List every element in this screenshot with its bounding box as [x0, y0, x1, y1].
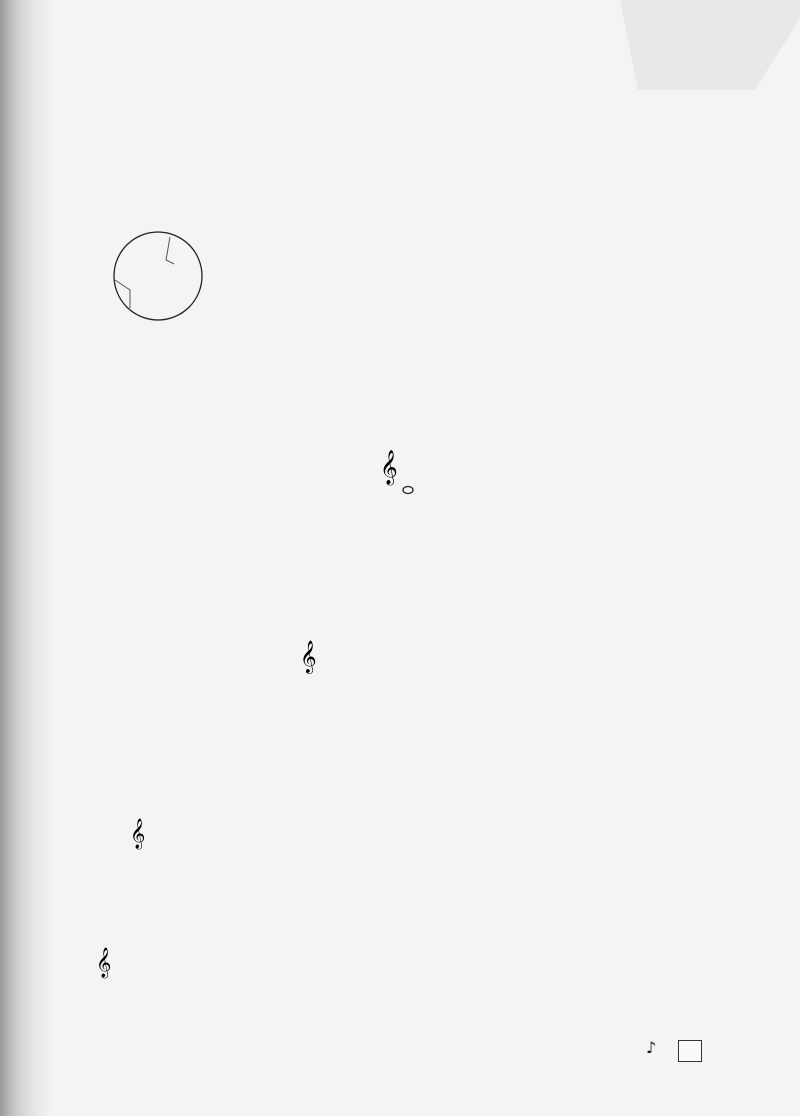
page-number [678, 1040, 702, 1062]
staff-lines-diagram [240, 432, 630, 517]
note-circle [114, 232, 202, 320]
scale-staff [240, 630, 660, 702]
treble-clef-icon: 𝄞 [300, 640, 317, 673]
treble-clef-icon: 𝄞 [130, 819, 146, 849]
note-circle-diagram [100, 220, 220, 335]
book-page [60, 0, 800, 1116]
treble-clef-icon: 𝄞 [380, 450, 398, 485]
treble-clef-icon: 𝄞 [96, 948, 112, 978]
guitar-range-staff [90, 905, 710, 1040]
publisher-logo-icon: ♪ [646, 1038, 657, 1057]
ledger-lines-staff [120, 790, 720, 872]
note-sol [403, 487, 413, 494]
scan-edge-shadow [0, 0, 60, 1116]
semitone-mark [166, 237, 174, 264]
